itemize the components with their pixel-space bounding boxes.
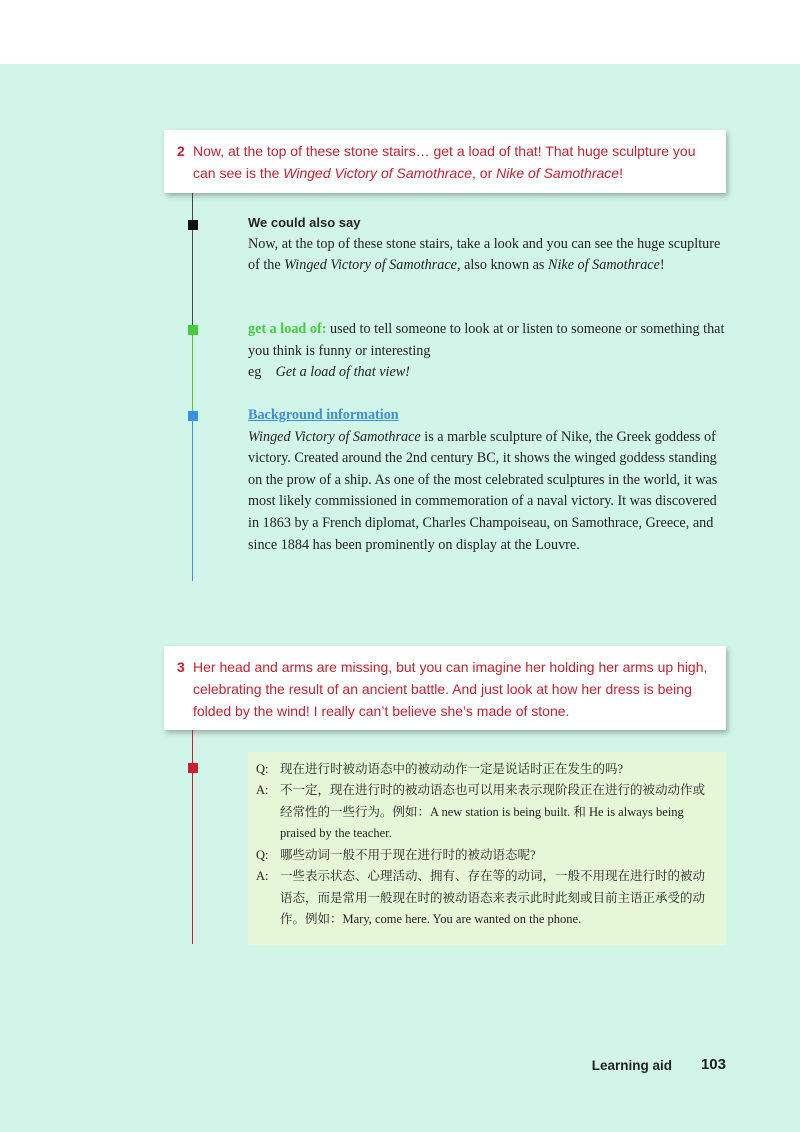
dialogue-box-3 bbox=[164, 646, 726, 730]
blue-square-marker bbox=[188, 411, 198, 421]
timeline-green bbox=[192, 327, 193, 413]
section-number-2: 2 bbox=[177, 143, 185, 159]
could-also-say-heading: We could also say bbox=[248, 215, 361, 230]
grammar-qa-box: Q: 现在进行时被动语态中的被动动作一定是说话时正在发生的吗? A: 不一定，现在进行时的被动语态也可以用来表示现阶段正在进行的被动动作或经常性的一些行为。例如：A new station is being built. 和 He is always being praised by the teacher. Q: 哪些动词一般不用于现在进行时的被动语态呢? A: 一些表示状态、心理活动、拥有、存在等的动词，一般不用现在进行时的被动语态，而是常用一般现在时的被动语态来表示此时此刻或目前主语正承受的动作。例如：Mary, come here. You are wanted on the phone. bbox=[248, 752, 726, 945]
background-heading: Background information bbox=[248, 407, 399, 423]
vocab-definition: get a load of: used to tell someone to look at or listen to someone or something that you think is funny or interesting bbox=[248, 321, 725, 359]
could-also-say-text: Now, at the top of these stone stairs, take a look and you can see the huge scuplture of the Winged Victory of Samothrace, also known as Nike of Samothrace! bbox=[248, 235, 721, 274]
could-also-say-note bbox=[248, 212, 726, 277]
dialogue-text-3: Her head and arms are missing, but you can imagine her holding her arms up high, celebrating the result of an ancient battle. And just look at how her dress is being folded by the wind! I really can’t believe she’s made of stone. bbox=[193, 659, 708, 719]
page-footer bbox=[560, 1056, 728, 1076]
timeline-blue bbox=[192, 413, 193, 581]
background-note bbox=[248, 405, 726, 556]
dialogue-text-2: Now, at the top of these stone stairs… get a load of that! That huge sculpture you can see is the Winged Victory of Samothrace, or Nike of Samothrace! bbox=[193, 143, 696, 181]
section-number-3: 3 bbox=[177, 659, 185, 675]
background-text: Winged Victory of Samothrace is a marble sculpture of Nike, the Greek goddess of victory. Created around the 2nd century BC, it shows the winged goddess standing on the prow of a ship. As one of the most celebrated sculptures in the world, it was most likely commissioned in commemoration of a naval victory. It was discovered in 1863 by a French diplomat, Charles Champoiseau, on Samothrace, Greece, and since 1884 has been prominently on display at the Louvre. bbox=[248, 428, 718, 553]
black-square-marker bbox=[188, 220, 198, 230]
timeline-black bbox=[192, 193, 193, 327]
green-square-marker bbox=[188, 325, 198, 335]
vocab-note bbox=[248, 319, 726, 384]
page-number: 103 bbox=[700, 1056, 726, 1073]
red-square-marker bbox=[188, 763, 198, 773]
vocab-term: get a load of: bbox=[248, 321, 327, 337]
vocab-example: eg Get a load of that view! bbox=[248, 364, 410, 381]
footer-label: Learning aid bbox=[591, 1058, 672, 1073]
dialogue-box-2 bbox=[164, 130, 726, 193]
